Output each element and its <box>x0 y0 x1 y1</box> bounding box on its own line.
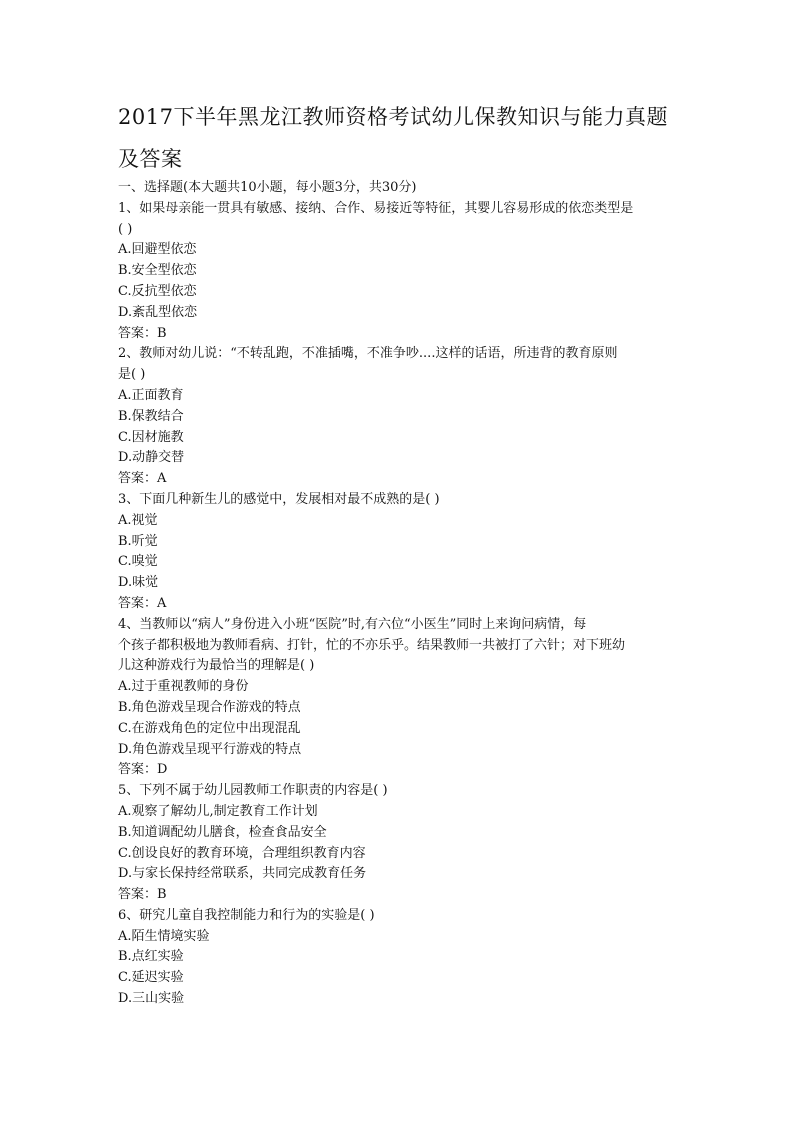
option-c: C.嗅觉 <box>118 554 158 570</box>
option-c: C.创设良好的教育环境，合理组织教育内容 <box>118 845 366 861</box>
option-d: D.紊乱型依恋 <box>118 304 198 320</box>
question-2 <box>118 344 678 490</box>
option-b: B.保教结合 <box>118 408 184 424</box>
question-1 <box>118 199 678 345</box>
question-5 <box>118 781 678 906</box>
document-title-line1: 2017下半年黑龙江教师资格考试幼儿保教知识与能力真题 <box>118 105 668 129</box>
option-b: B.听觉 <box>118 533 158 549</box>
section-heading: 一、选择题(本大题共10小题，每小题3分，共30分) <box>118 180 417 195</box>
option-a: A.观察了解幼儿,制定教育工作计划 <box>118 803 318 819</box>
answer-line: 答案：B <box>118 887 167 903</box>
question-stem-line: ( ) <box>118 221 133 237</box>
question-stem-line: 5、下列不属于幼儿园教师工作职责的内容是( ) <box>118 783 388 799</box>
option-d: D.三山实验 <box>118 991 185 1007</box>
option-d: D.动静交替 <box>118 450 185 466</box>
question-stem-line: 2、教师对幼儿说：“不转乱跑，不准插嘴，不准争吵....这样的话语，所违背的教育原则 <box>118 346 618 362</box>
option-d: D.与家长保持经常联系，共同完成教育任务 <box>118 866 367 882</box>
question-4 <box>118 615 678 781</box>
answer-line: 答案：B <box>118 325 167 341</box>
option-a: A.陌生情境实验 <box>118 928 210 944</box>
option-c: C.因材施教 <box>118 429 184 445</box>
option-a: A.正面教育 <box>118 387 184 403</box>
option-c: C.反抗型依恋 <box>118 283 197 299</box>
question-3 <box>118 490 678 615</box>
document-body <box>118 178 678 1010</box>
option-d: D.角色游戏呈现平行游戏的特点 <box>118 741 302 757</box>
answer-line: 答案：D <box>118 762 168 778</box>
question-stem-line: 个孩子都积极地为教师看病、打针，忙的不亦乐乎。结果教师一共被打了六针；对下班幼 <box>118 637 626 653</box>
document-title-line2: 及答案 <box>118 147 183 171</box>
option-a: A.视觉 <box>118 512 158 528</box>
option-a: A.回避型依恋 <box>118 242 197 258</box>
question-stem-line: 儿这种游戏行为最恰当的理解是( ) <box>118 658 315 674</box>
question-stem-line: 1、如果母亲能一贯具有敏感、接纳、合作、易接近等特征，其婴儿容易形成的依恋类型是 <box>118 200 634 216</box>
answer-line: 答案：A <box>118 471 167 487</box>
question-stem-line: 是( ) <box>118 367 146 383</box>
option-a: A.过于重视教师的身份 <box>118 679 249 695</box>
question-stem-line: 6、研究儿童自我控制能力和行为的实验是( ) <box>118 907 375 923</box>
option-c: C.在游戏角色的定位中出现混乱 <box>118 720 301 736</box>
option-d: D.味觉 <box>118 575 159 591</box>
option-c: C.延迟实验 <box>118 970 184 986</box>
option-b: B.知道调配幼儿膳食，检查食品安全 <box>118 824 327 840</box>
question-6 <box>118 906 678 1010</box>
option-b: B.角色游戏呈现合作游戏的特点 <box>118 699 301 715</box>
option-b: B.点红实验 <box>118 949 184 965</box>
question-stem-line: 4、当教师以“病人”身份进入小班“医院”时,有六位“小医生”同时上来询问病情，每 <box>118 616 587 632</box>
answer-line: 答案：A <box>118 595 167 611</box>
option-b: B.安全型依恋 <box>118 263 197 279</box>
question-stem-line: 3、下面几种新生儿的感觉中，发展相对最不成熟的是( ) <box>118 491 440 507</box>
